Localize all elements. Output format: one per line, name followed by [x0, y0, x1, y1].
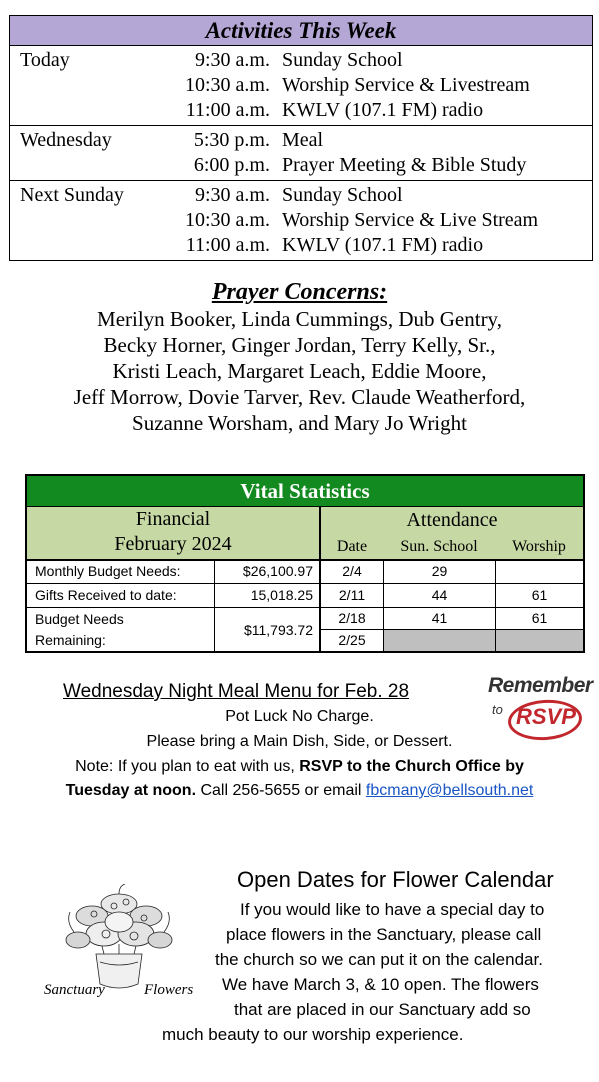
- financial-label: Monthly Budget Needs:: [35, 563, 181, 579]
- financial-header: [27, 507, 321, 559]
- activity-row: [10, 128, 592, 153]
- activity-group-next-sunday: [10, 181, 592, 260]
- attendance-date: 2/18: [338, 610, 366, 626]
- attendance-date: 2/11: [338, 587, 366, 603]
- flower-title: Open Dates for Flower Calendar: [237, 867, 554, 892]
- rsvp-text: RSVP: [516, 704, 576, 729]
- activity-row: [10, 73, 592, 98]
- vital-title: Vital Statistics: [27, 476, 583, 507]
- grid-line: [27, 583, 583, 584]
- vital-statistics-table: [25, 474, 585, 653]
- activity-event: Meal: [282, 129, 324, 151]
- meal-deadline: Tuesday at noon.: [65, 782, 197, 799]
- activity-event: Worship Service & Live Stream: [282, 209, 539, 231]
- art-label-right: Flowers: [144, 982, 194, 998]
- col-ss-header: Sun. School: [400, 538, 478, 555]
- activity-time: 9:30 a.m.: [195, 184, 270, 206]
- attendance-worship: 61: [531, 610, 548, 626]
- attendance-ss: 29: [431, 563, 448, 579]
- prayer-line: Suzanne Worsham, and Mary Jo Wright: [132, 411, 467, 435]
- activity-time: 11:00 a.m.: [185, 99, 270, 121]
- remember-text: Remember: [488, 674, 593, 697]
- financial-value: $11,793.72: [243, 622, 313, 638]
- empty-cell: [384, 630, 495, 651]
- activity-time: 9:30 a.m.: [195, 49, 270, 71]
- flower-line: If you would like to have a special day to: [240, 900, 545, 919]
- activity-time: 10:30 a.m.: [185, 74, 270, 96]
- attendance-ss: 44: [431, 587, 448, 603]
- activities-table: [9, 15, 593, 261]
- remember-rsvp-badge: [486, 674, 593, 746]
- attendance-header: [321, 507, 583, 559]
- flower-line: the church so we can put it on the calendar.: [215, 950, 543, 969]
- activity-row: [10, 48, 592, 73]
- flower-line: that are placed in our Sanctuary add so: [234, 1000, 531, 1019]
- activity-row: [10, 208, 592, 233]
- flower-line: much beauty to our worship experience.: [162, 1025, 464, 1044]
- activity-event: Worship Service & Livestream: [282, 74, 530, 96]
- financial-period: February 2024: [114, 533, 232, 555]
- activity-event: Sunday School: [282, 49, 403, 71]
- activity-day: Wednesday: [20, 129, 112, 151]
- activity-day: Next Sunday: [20, 184, 124, 206]
- activity-group-wednesday: [10, 126, 592, 181]
- attendance-worship: 61: [531, 587, 548, 603]
- attendance-date: 2/4: [342, 563, 362, 579]
- col-worship-header: Worship: [512, 538, 566, 555]
- grid-line: [27, 607, 583, 608]
- activity-row: [10, 153, 592, 178]
- activity-row: [10, 98, 592, 123]
- activity-event: KWLV (107.1 FM) radio: [282, 99, 484, 121]
- flower-line: We have March 3, & 10 open. The flowers: [222, 975, 539, 994]
- col-date-header: Date: [336, 538, 368, 555]
- meal-note-text: Note: If you plan to eat with us,: [75, 758, 300, 775]
- flower-line: place flowers in the Sanctuary, please call: [226, 925, 542, 944]
- grid-line: [27, 559, 583, 561]
- prayer-line: Kristi Leach, Margaret Leach, Eddie Moore,: [112, 359, 487, 383]
- meal-title: Wednesday Night Meal Menu for Feb. 28: [63, 681, 410, 702]
- activity-time: 10:30 a.m.: [185, 209, 270, 231]
- email-link[interactable]: fbcmany@bellsouth.net: [365, 782, 534, 799]
- financial-label: Budget Needs: [35, 611, 124, 627]
- art-label-left: Sanctuary: [44, 982, 105, 998]
- activity-time: 5:30 p.m.: [193, 129, 270, 151]
- activities-title: Activities This Week: [10, 16, 592, 46]
- meal-line: Pot Luck No Charge.: [225, 708, 374, 725]
- prayer-line: Becky Horner, Ginger Jordan, Terry Kelly, Sr.,: [103, 333, 496, 357]
- meal-rsvp-text: RSVP to the Church Office by: [299, 758, 524, 775]
- activity-time: 11:00 a.m.: [185, 234, 270, 256]
- financial-value: $26,100.97: [242, 563, 313, 579]
- attendance-date: 2/25: [338, 632, 366, 648]
- empty-cell: [496, 630, 583, 651]
- sanctuary-flowers-illustration: [44, 884, 194, 1004]
- activity-event: Prayer Meeting & Bible Study: [282, 154, 527, 176]
- attendance-title: Attendance: [406, 509, 498, 531]
- activity-event: KWLV (107.1 FM) radio: [282, 234, 484, 256]
- activity-group-today: [10, 46, 592, 126]
- prayer-line: Merilyn Booker, Linda Cummings, Dub Gentry,: [97, 307, 502, 331]
- prayer-heading: Prayer Concerns:: [211, 279, 388, 305]
- attendance-ss: 41: [431, 610, 448, 626]
- meal-line: [0, 779, 599, 803]
- activity-row: [10, 183, 592, 208]
- prayer-concerns: [0, 278, 599, 436]
- financial-label: Gifts Received to date:: [35, 587, 177, 603]
- meal-line: Please bring a Main Dish, Side, or Dessert.: [146, 733, 453, 750]
- to-text: to: [492, 702, 503, 717]
- meal-contact: Call 256-5655 or email: [196, 782, 366, 799]
- activity-day: Today: [20, 49, 70, 71]
- financial-label: Remaining:: [35, 632, 106, 648]
- prayer-line: Jeff Morrow, Dovie Tarver, Rev. Claude Weatherford,: [73, 385, 526, 409]
- financial-title: Financial: [135, 508, 211, 530]
- activity-event: Sunday School: [282, 184, 403, 206]
- activity-time: 6:00 p.m.: [193, 154, 270, 176]
- financial-value: 15,018.25: [250, 587, 313, 603]
- activity-row: [10, 233, 592, 258]
- meal-line: [0, 755, 599, 779]
